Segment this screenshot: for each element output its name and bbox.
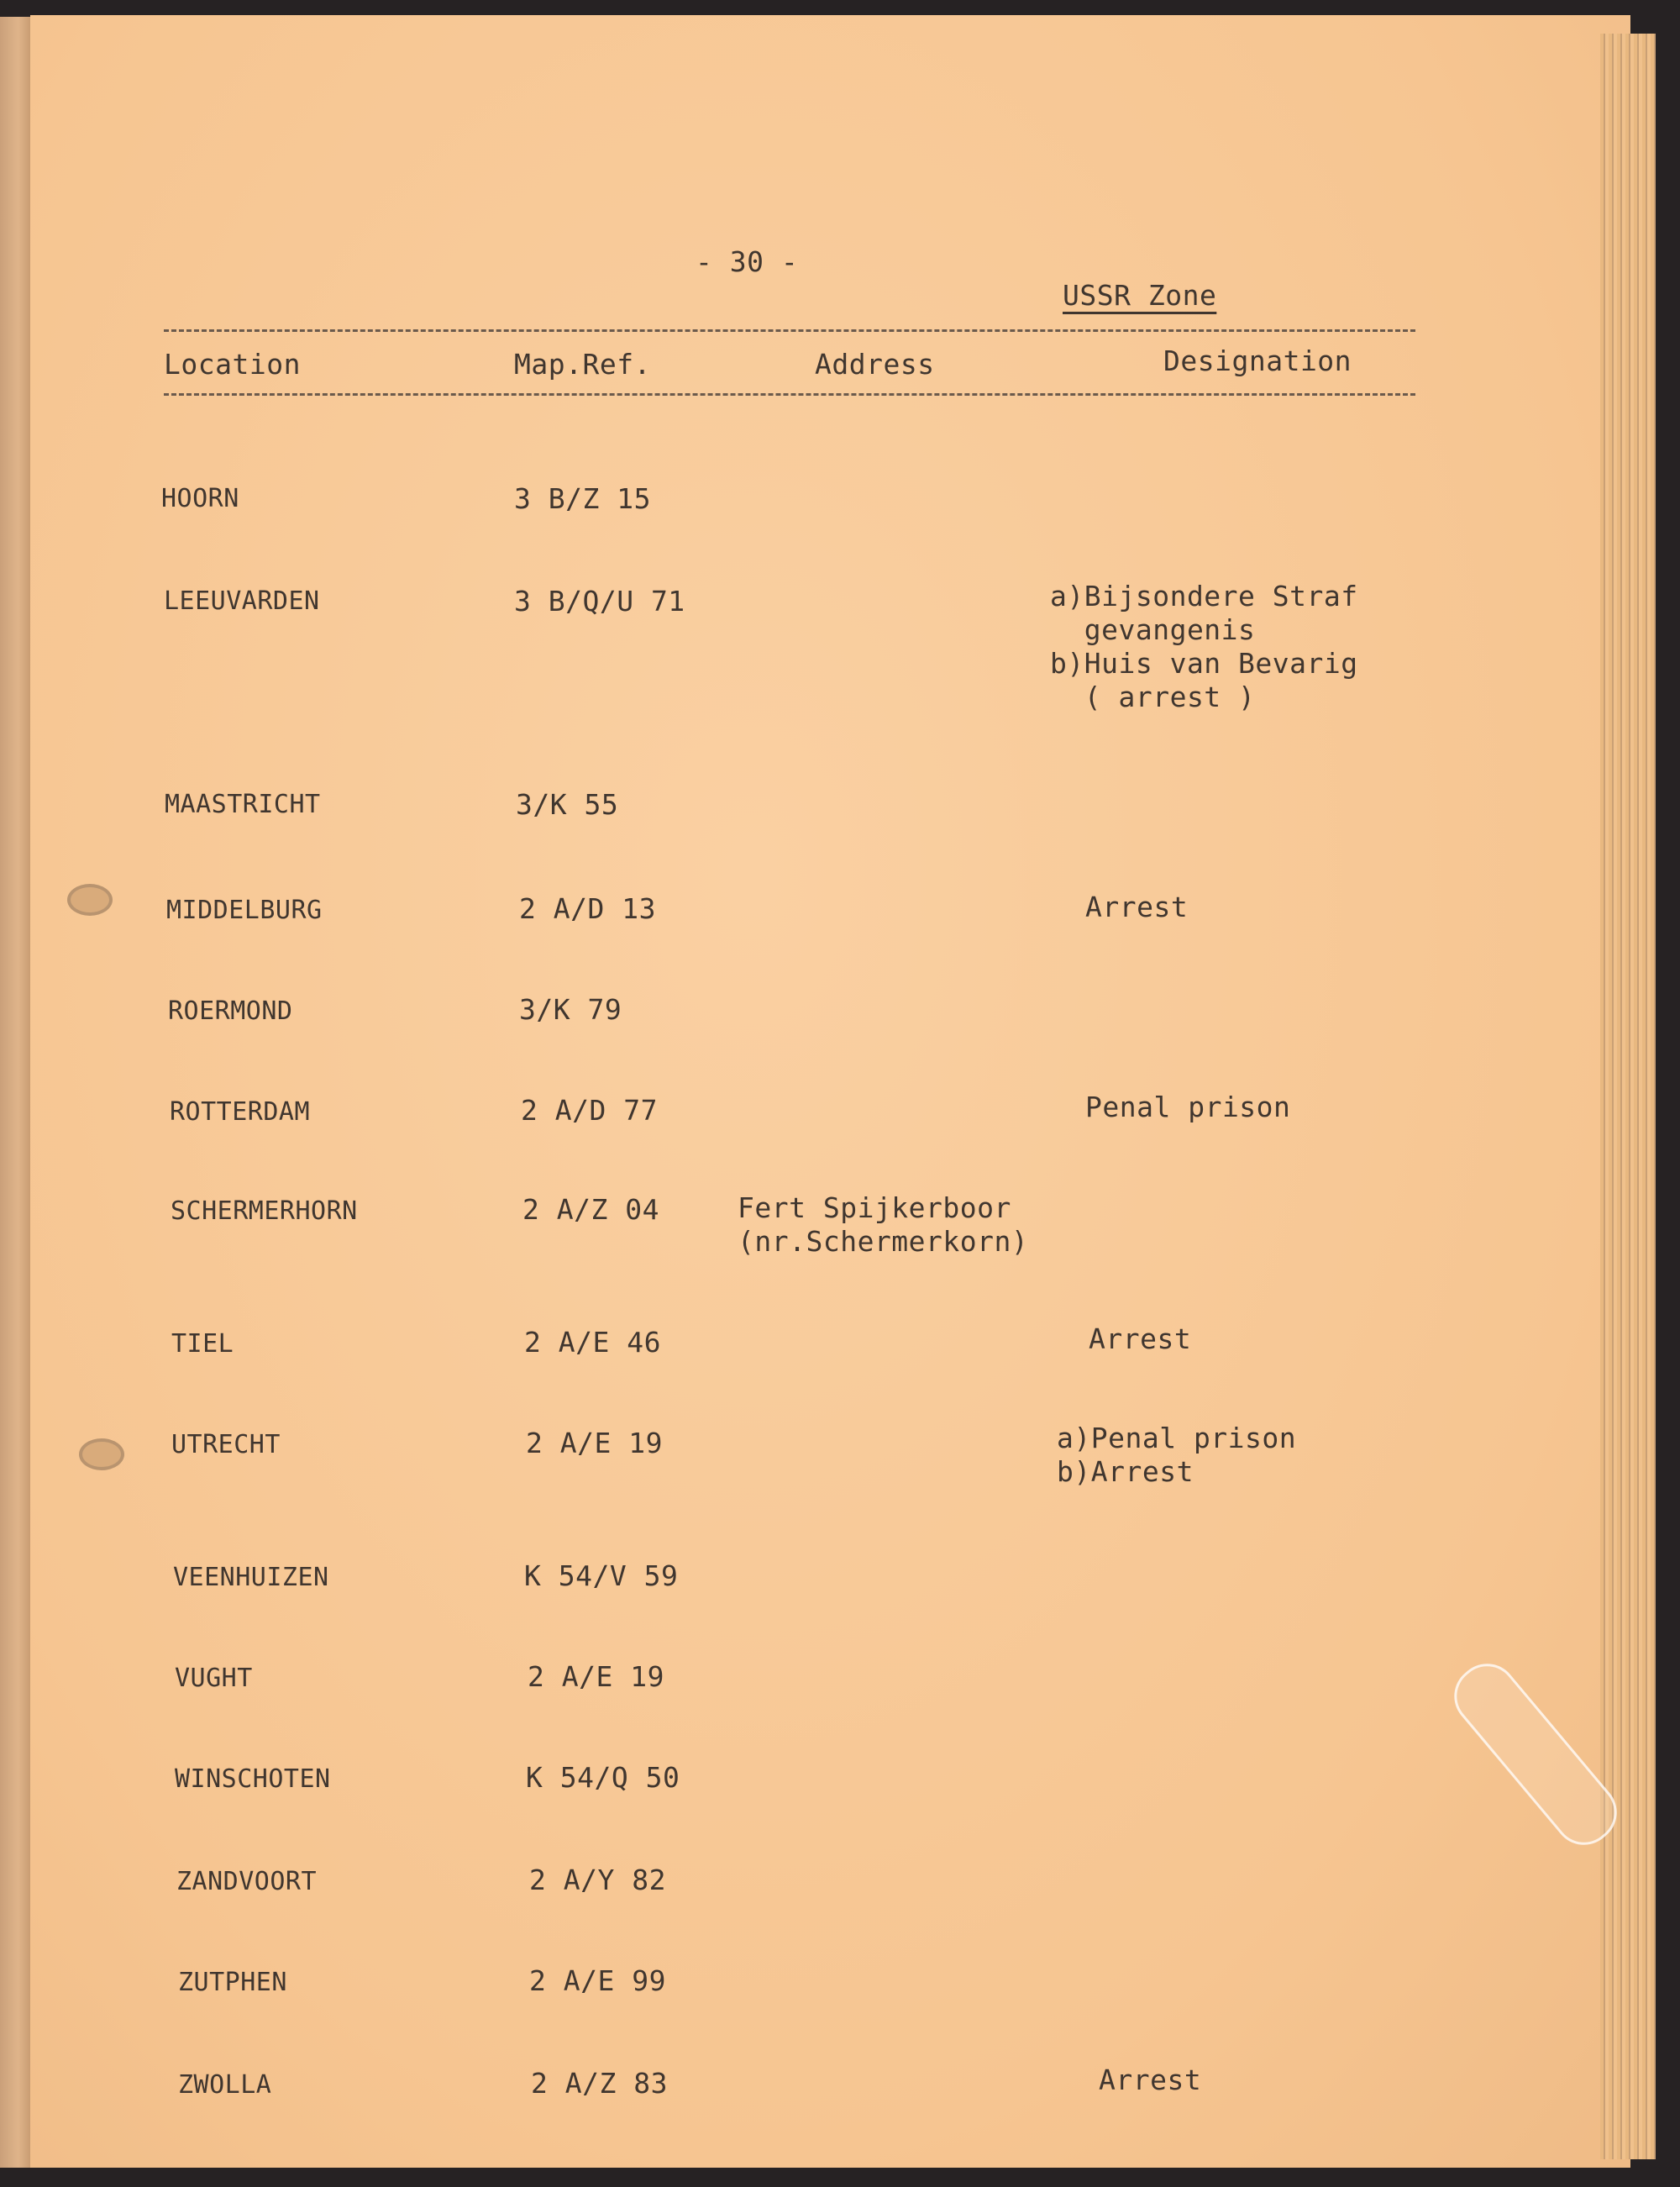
- punch-hole: [67, 884, 113, 916]
- row-map-ref: 2 A/E 99: [529, 1964, 666, 1997]
- row-map-ref: 2 A/E 19: [526, 1427, 663, 1459]
- row-map-ref: K 54/Q 50: [526, 1761, 680, 1794]
- header-designation: Designation: [1163, 344, 1352, 377]
- row-map-ref: 3 B/Z 15: [514, 482, 651, 515]
- row-map-ref: 2 A/Z 04: [522, 1193, 659, 1226]
- row-map-ref: 2 A/D 77: [521, 1094, 658, 1127]
- row-map-ref: 2 A/Z 83: [531, 2067, 668, 2100]
- row-location: MIDDELBURG: [166, 896, 323, 925]
- row-designation: Penal prison: [1085, 1091, 1291, 1123]
- row-map-ref: 2 A/Y 82: [529, 1864, 666, 1896]
- row-designation: a)Bijsondere Straf gevangenis b)Huis van Bevarig ( arrest ): [1050, 580, 1358, 713]
- row-location: ROERMOND: [168, 996, 293, 1026]
- header-rule-top: [164, 329, 1415, 332]
- row-location: MAASTRICHT: [165, 790, 321, 819]
- row-location: TIEL: [171, 1329, 234, 1359]
- row-designation: a)Penal prison b)Arrest: [1057, 1422, 1297, 1488]
- row-map-ref: 2 A/D 13: [519, 892, 656, 925]
- row-location: LEEUVARDEN: [164, 586, 320, 616]
- row-location: ZWOLLA: [178, 2070, 272, 2100]
- page-stack-edges: [1600, 34, 1656, 2159]
- row-location: VEENHUIZEN: [173, 1563, 329, 1592]
- zone-label: USSR Zone: [1063, 279, 1217, 312]
- punch-hole: [79, 1438, 124, 1470]
- row-location: HOORN: [161, 484, 239, 513]
- row-map-ref: 2 A/E 19: [528, 1660, 664, 1693]
- row-map-ref: 3 B/Q/U 71: [514, 585, 685, 618]
- row-location: VUGHT: [175, 1664, 253, 1693]
- row-map-ref: K 54/V 59: [524, 1559, 679, 1592]
- row-designation: Arrest: [1085, 891, 1189, 923]
- row-designation: Arrest: [1099, 2063, 1202, 2096]
- row-map-ref: 3/K 79: [519, 993, 622, 1026]
- row-location: ROTTERDAM: [170, 1097, 311, 1127]
- previous-page-edge: [0, 17, 30, 2168]
- row-map-ref: 3/K 55: [516, 788, 619, 821]
- header-address: Address: [815, 348, 935, 381]
- document-page: [30, 15, 1630, 2168]
- header-map-ref: Map.Ref.: [514, 348, 651, 381]
- row-designation: Arrest: [1089, 1322, 1192, 1355]
- row-location: ZUTPHEN: [178, 1968, 287, 1997]
- row-map-ref: 2 A/E 46: [524, 1326, 661, 1359]
- row-location: UTRECHT: [171, 1430, 281, 1459]
- header-rule-bottom: [164, 393, 1415, 396]
- row-location: WINSCHOTEN: [175, 1764, 331, 1794]
- row-location: ZANDVOORT: [176, 1867, 318, 1896]
- row-location: SCHERMERHORN: [171, 1196, 358, 1226]
- page-number: - 30 -: [696, 245, 799, 278]
- row-address: Fert Spijkerboor (nr.Schermerkorn): [738, 1191, 1029, 1258]
- header-location: Location: [164, 348, 301, 381]
